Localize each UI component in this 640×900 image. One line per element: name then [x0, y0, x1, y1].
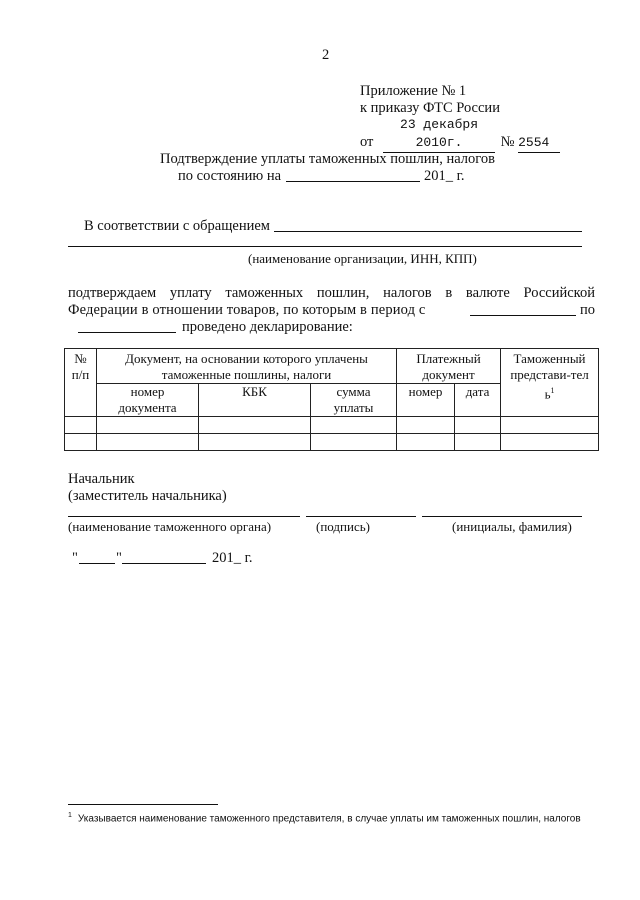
appendix-prefix: от [360, 134, 374, 150]
page-number: 2 [322, 47, 330, 63]
period-from-blank [470, 315, 576, 316]
signature-blank [306, 516, 416, 517]
header-payment-document: Платежный документ [397, 349, 501, 384]
deputy-title: (заместитель начальника) [68, 488, 227, 504]
subheader-payment-number: номер [397, 384, 455, 417]
head-title: Начальник [68, 471, 135, 487]
date-quote-open: " [72, 550, 78, 566]
number-sign: № [500, 134, 515, 150]
title-date-label: по состоянию на [178, 168, 282, 184]
customs-body-blank [68, 516, 300, 517]
payment-table [64, 348, 599, 451]
header-customs-representative: Таможенный представи-тель$^1$ [501, 349, 599, 417]
subheader-kbk: КБК [199, 384, 311, 417]
footnote [68, 810, 581, 825]
initials-caption: (инициалы, фамилия) [452, 519, 572, 534]
date-year: 201_ г. [212, 550, 253, 566]
document-title: Подтверждение уплаты таможенных пошлин, налогов [160, 151, 495, 167]
organization-blank-2 [68, 246, 582, 247]
title-year: 201_ г. [424, 168, 465, 184]
order-number: 2554 [518, 134, 560, 153]
period-to-blank [78, 332, 176, 333]
signature-caption: (подпись) [316, 519, 370, 534]
header-document: Документ, на основании которого уплачены таможенные пошлины, налоги [97, 349, 397, 384]
table-row [65, 434, 599, 451]
appendix-line-2: к приказу ФТС России [360, 100, 500, 116]
body-line-2-text: Федерации в отношении товаров, по которым в период с [68, 302, 426, 318]
subheader-payment-date: дата [455, 384, 501, 417]
footnote-ref: 1 [550, 386, 555, 395]
subheader-document-number: номер документа [97, 384, 199, 417]
month-blank [122, 563, 206, 564]
footnote-mark: 1 [68, 812, 72, 819]
title-date-blank [286, 181, 420, 182]
customs-body-caption: (наименование таможенного органа) [68, 519, 272, 534]
request-label: В соответствии с обращением [84, 218, 270, 234]
appendix-line-1: Приложение № 1 [360, 83, 467, 99]
order-date: 23 декабря 2010г. [383, 116, 495, 153]
footnote-separator [68, 804, 218, 805]
appendix-line-3 [360, 116, 560, 153]
organization-blank-1 [274, 231, 582, 232]
date-quote-close: " [116, 550, 122, 566]
footnote-text: Указывается наименование таможенного представителя, в случае уплаты им таможенных пошлин, налогов [77, 813, 581, 825]
organization-caption: (наименование организации, ИНН, КПП) [248, 251, 477, 266]
day-blank [79, 563, 115, 564]
body-line-3: проведено декларирование: [182, 319, 353, 335]
body-line-1: подтверждаем уплату таможенных пошлин, налогов в валюте Российской [68, 285, 595, 301]
body-line-2 [68, 301, 426, 319]
initials-blank [422, 516, 582, 517]
subheader-payment-sum: сумма уплаты [311, 384, 397, 417]
period-to-label: по [580, 302, 596, 318]
header-number: № п/п [65, 349, 97, 417]
table-row [65, 417, 599, 434]
